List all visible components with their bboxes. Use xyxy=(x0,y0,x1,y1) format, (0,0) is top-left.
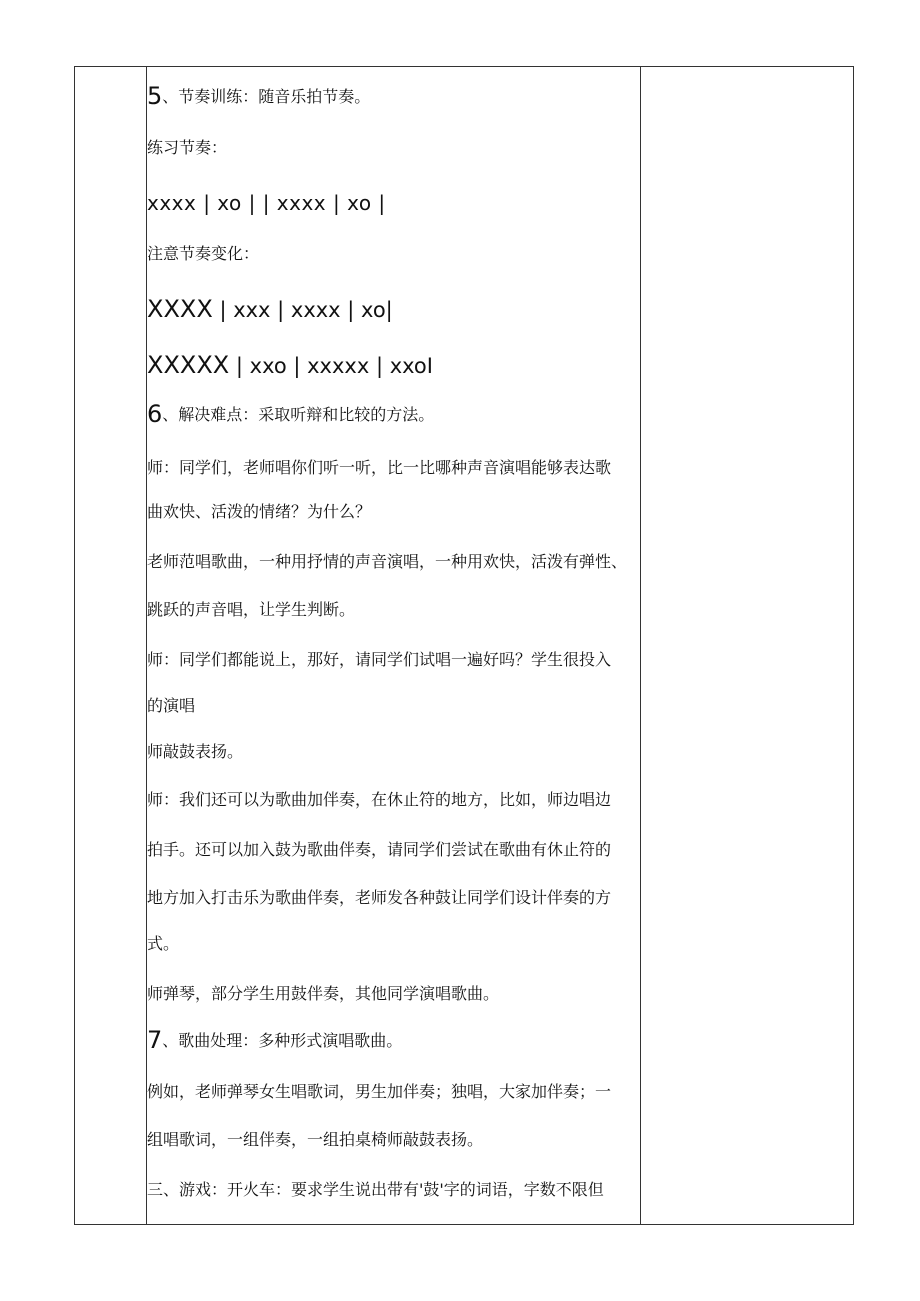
step-number: 7 xyxy=(147,1026,163,1054)
paragraph: 师敲鼓表扬。 xyxy=(147,742,244,761)
paragraph: 师：同学们，老师唱你们听一听，比一比哪种声音演唱能够表达歌 xyxy=(147,458,612,477)
rhythm-rest: | xxx | xxxx | xo| xyxy=(212,298,393,322)
paragraph: 老师范唱歌曲，一种用抒情的声音演唱，一种用欢快，活泼有弹性、 xyxy=(147,552,628,571)
rhythm-lead: XXXX xyxy=(147,295,213,323)
column-divider-right xyxy=(640,66,641,1225)
paragraph: 师弹琴，部分学生用鼓伴奏，其他同学演唱歌曲。 xyxy=(147,984,500,1003)
paragraph: 例如，老师弹琴女生唱歌词，男生加伴奏；独唱，大家加伴奏；一 xyxy=(147,1082,612,1101)
paragraph: 组唱歌词，一组伴奏，一组拍桌椅师敲鼓表扬。 xyxy=(147,1130,484,1149)
paragraph: 师：我们还可以为歌曲加伴奏，在休止符的地方，比如，师边唱边 xyxy=(147,790,612,809)
rhythm-pattern-3 xyxy=(147,350,433,381)
paragraph: 三、游戏：开火车：要求学生说出带有'鼓'字的词语，字数不限但 xyxy=(147,1180,604,1199)
step-text: 、解决难点：采取听辩和比较的方法。 xyxy=(162,405,435,424)
rhythm-pattern-2 xyxy=(147,294,393,325)
rhythm-lead: XXXXX xyxy=(147,351,230,379)
paragraph: 式。 xyxy=(147,934,180,953)
step-5-heading xyxy=(147,82,371,110)
paragraph: 拍手。还可以加入鼓为歌曲伴奏，请同学们尝试在歌曲有休止符的 xyxy=(147,840,612,859)
paragraph: 跳跃的声音唱，让学生判断。 xyxy=(147,600,356,619)
step-text: 、节奏训练：随音乐拍节奏。 xyxy=(162,87,371,106)
step-7-heading xyxy=(147,1026,403,1054)
rhythm-rest: | xxo | xxxxx | xxoI xyxy=(229,354,433,378)
paragraph: 师：同学们都能说上，那好，请同学们试唱一遍好吗？学生很投入 xyxy=(147,650,612,669)
paragraph: 练习节奏： xyxy=(147,138,228,157)
step-number: 5 xyxy=(147,82,163,110)
rhythm-pattern-1: xxxx | xo | | xxxx | xo | xyxy=(147,191,386,215)
paragraph: 的演唱 xyxy=(147,696,196,715)
step-6-heading xyxy=(147,400,435,428)
paragraph: 曲欢快、活泼的情绪？为什么？ xyxy=(147,502,372,521)
paragraph: 注意节奏变化： xyxy=(147,244,260,263)
paragraph: 地方加入打击乐为歌曲伴奏，老师发各种鼓让同学们设计伴奏的方 xyxy=(147,888,612,907)
step-text: 、歌曲处理：多种形式演唱歌曲。 xyxy=(162,1031,403,1050)
lesson-content-cell xyxy=(147,66,639,1225)
step-number: 6 xyxy=(147,400,163,428)
